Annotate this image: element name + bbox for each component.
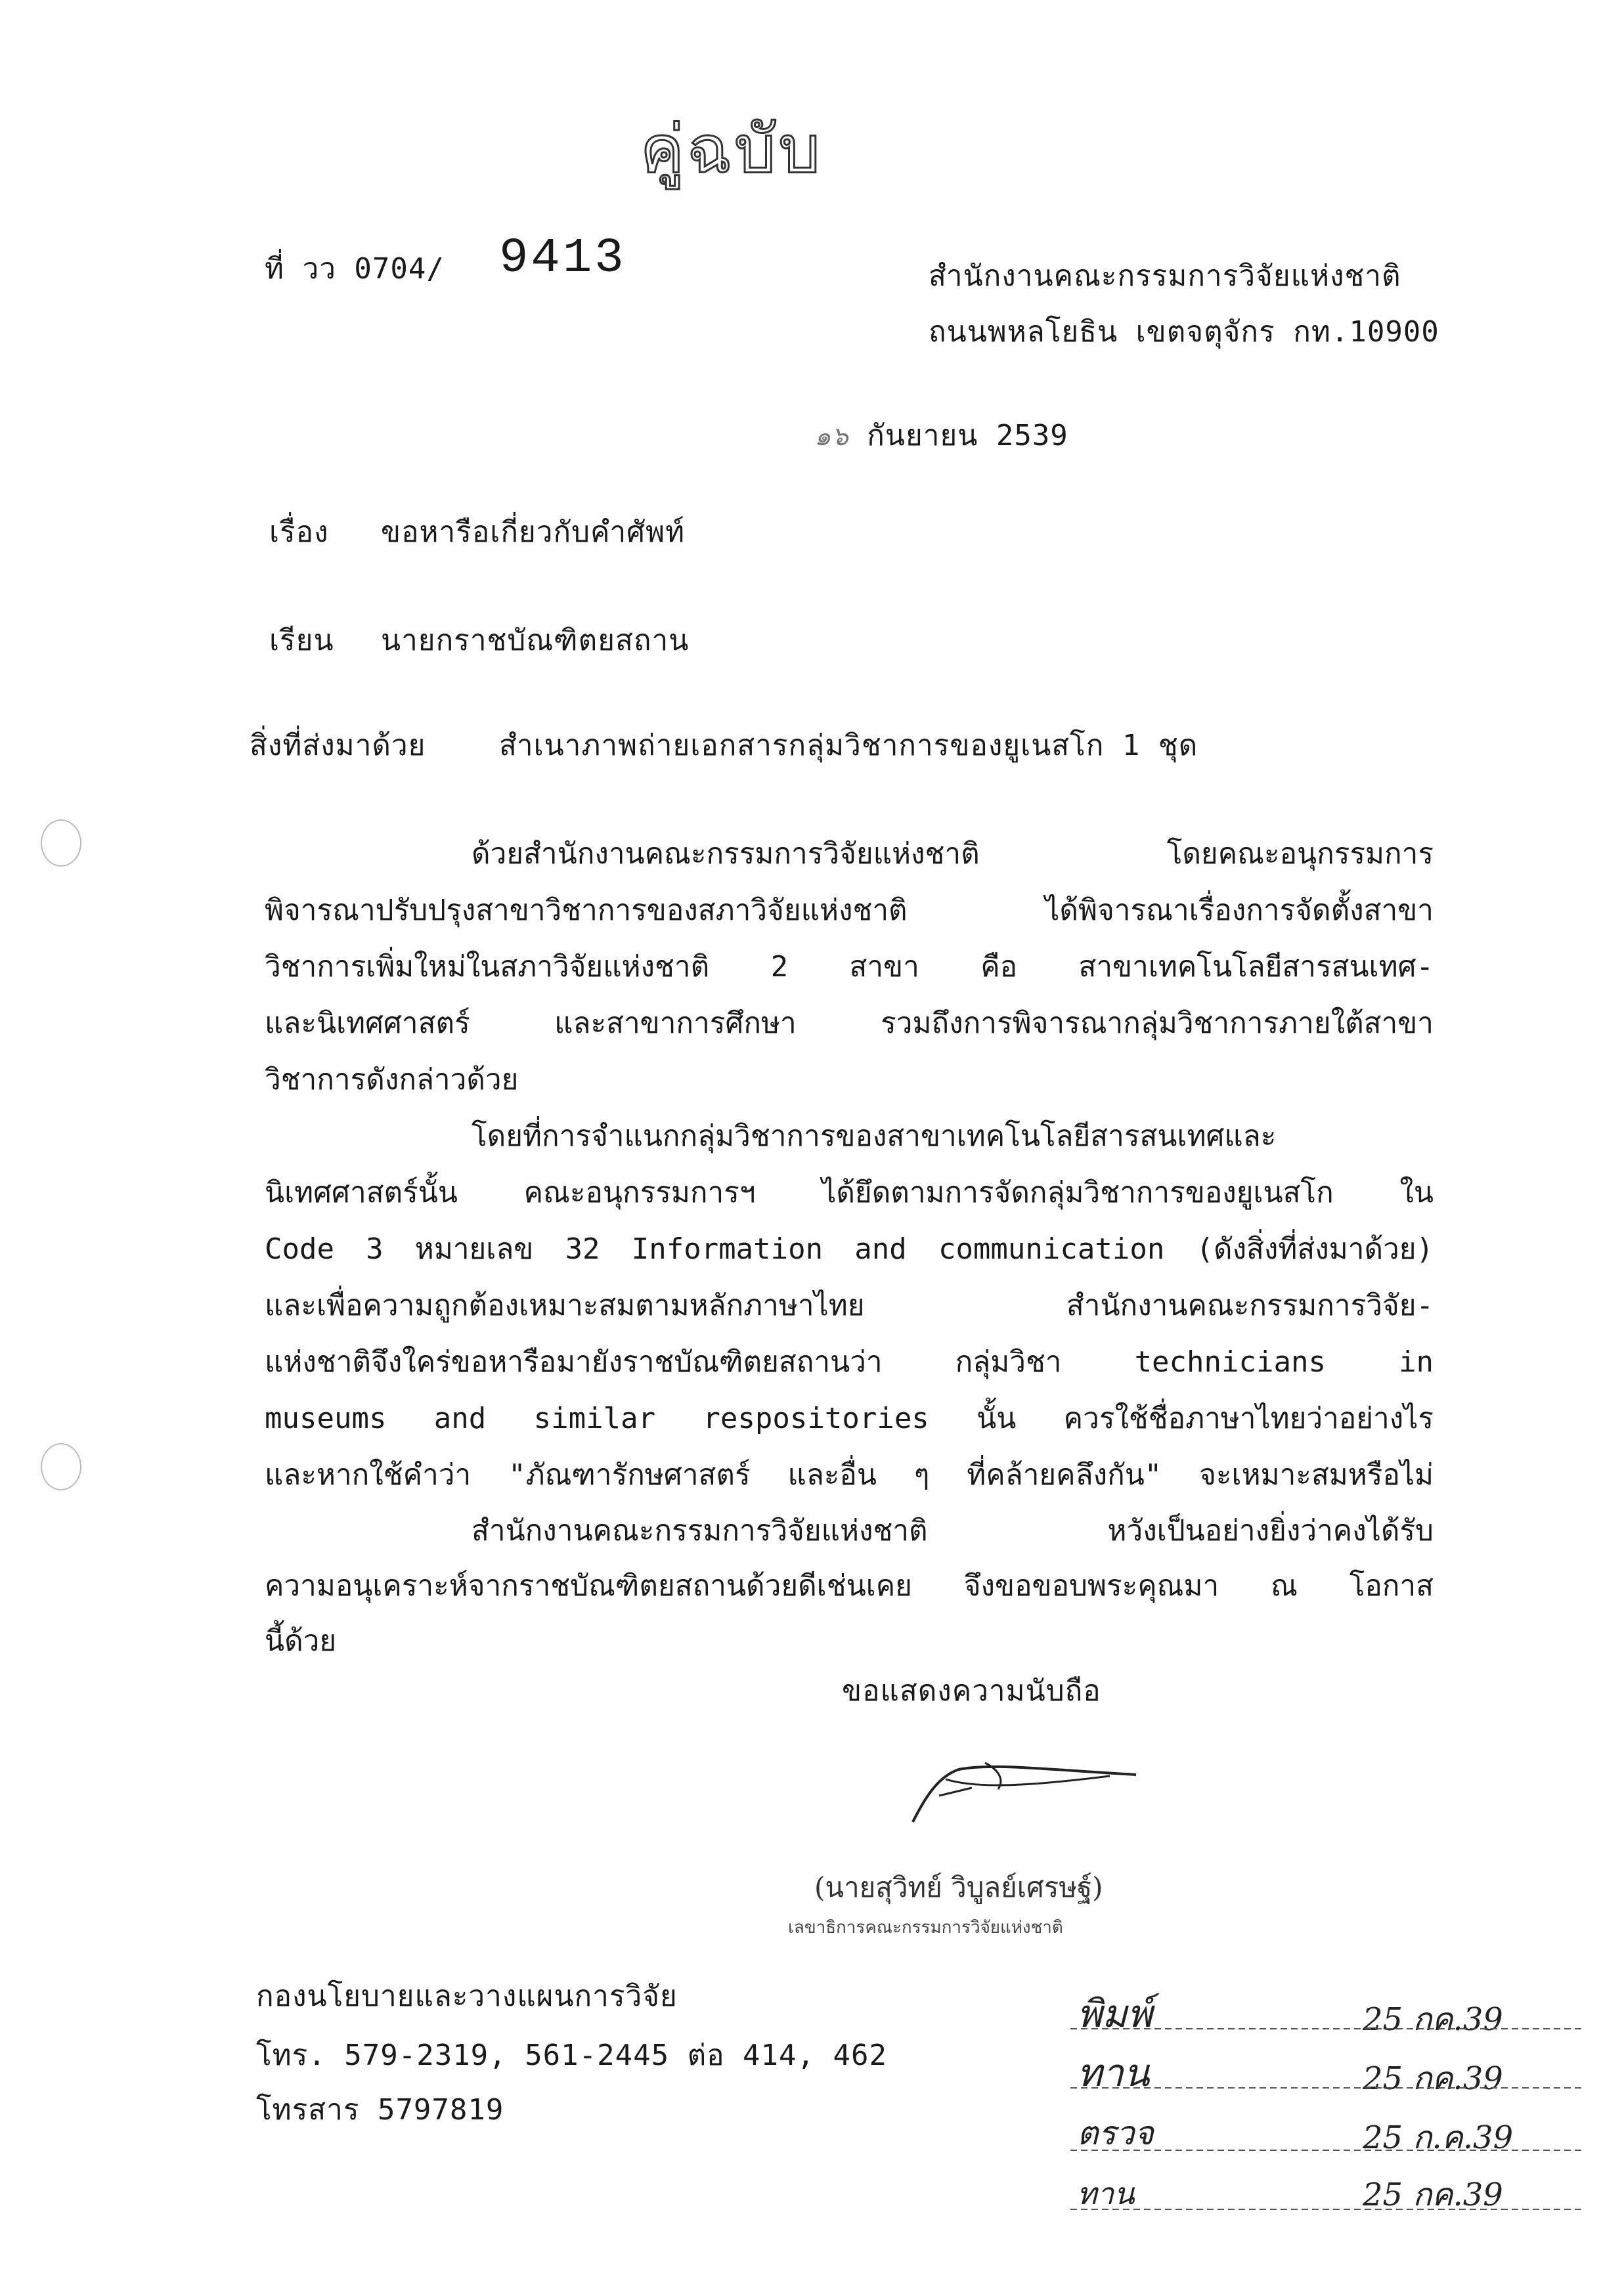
body-paragraph-3 [265, 1504, 1434, 1669]
signature-image [900, 1750, 1149, 1829]
date [814, 412, 1068, 458]
binder-hole [41, 819, 81, 867]
recipient-label: เรียน [269, 624, 334, 657]
enclosure-value: สำเนาภาพถ่ายเอกสารกลุ่มวิชาการของยูเนสโก 1 ชุด [499, 729, 1198, 762]
body-line: นี้ด้วย [265, 1624, 337, 1658]
body-line: วิชาการเพิ่มใหม่ในสภาวิจัยแห่งชาติ 2 สาขา คือ สาขาเทคโนโลยีสารสนเทศ- [265, 950, 1434, 984]
phone: โทร. 579-2319, 561-2445 ต่อ 414, 462 [256, 2039, 887, 2072]
enclosure-label: สิ่งที่ส่งมาด้วย [250, 729, 426, 762]
body-line: โดยที่การจำแนกกลุ่มวิชาการของสาขาเทคโนโลยีสารสนเทศและ [472, 1119, 1277, 1153]
routing-initials: ตรวจ [1077, 2114, 1154, 2152]
reference-prefix: ที่ วว 0704/ [265, 252, 445, 286]
routing-initials: ทาน [1077, 2176, 1135, 2211]
signatory-title: เลขาธิการคณะกรรมการวิจัยแห่งชาติ [788, 1918, 1063, 1938]
body-line: ความอนุเคราะห์จากราชบัณฑิตยสถานด้วยดีเช่นเคย จึงขอขอบพระคุณมา ณ โอกาส [265, 1569, 1434, 1603]
body-line: museums and similar respositories นั้น ควรใช้ชื่อภาษาไทยว่าอย่างไร [265, 1402, 1434, 1435]
body-paragraph-1 [265, 826, 1434, 1108]
body-paragraph-2 [265, 1108, 1434, 1504]
signatory-name: (นายสุวิทย์ วิบูลย์เศรษฐ์) [814, 1871, 1103, 1903]
body-line: สำนักงานคณะกรรมการวิจัยแห่งชาติ หวังเป็นอย่างยิ่งว่าคงได้รับ [472, 1514, 1434, 1548]
routing-initials: ทาน [1077, 2050, 1150, 2095]
department: กองนโยบายและวางแผนการวิจัย [256, 1980, 678, 2013]
body-line: พิจารณาปรับปรุงสาขาวิชาการของสภาวิจัยแห่งชาติ ได้พิจารณาเรื่องการจัดตั้งสาขา [265, 894, 1434, 927]
closing: ขอแสดงความนับถือ [842, 1674, 1101, 1708]
body-line: วิชาการดังกล่าวด้วย [265, 1063, 519, 1096]
subject-value: ขอหารือเกี่ยวกับคำศัพท์ [381, 515, 686, 549]
body-line: แห่งชาติจึงใคร่ขอหารือมายังราชบัณฑิตยสถานว่า กลุ่มวิชา technicians in [265, 1345, 1434, 1379]
fax: โทรสาร 5797819 [256, 2093, 504, 2127]
body-line: นิเทศศาสตร์นั้น คณะอนุกรรมการฯ ได้ยึดตามการจัดกลุ่มวิชาการของยูเนสโก ใน [265, 1176, 1434, 1209]
subject-label: เรื่อง [269, 515, 329, 549]
binder-hole [41, 1443, 81, 1490]
routing-date: 25 กค.39 [1363, 2060, 1503, 2097]
body-line: Code 3 หมายเลข 32 Information and communication (ดังสิ่งที่ส่งมาด้วย) [265, 1232, 1434, 1266]
date-day: ๑๖ [814, 422, 849, 452]
body-line: และเพื่อความถูกต้องเหมาะสมตามหลักภาษาไทย สำนักงานคณะกรรมการวิจัย- [265, 1289, 1434, 1322]
recipient-value: นายกราชบัณฑิตยสถาน [381, 624, 690, 657]
routing-date: 25 กค.39 [1363, 2177, 1503, 2213]
routing-underlines [1070, 2025, 1596, 2216]
sender-address-line-1: สำนักงานคณะกรรมการวิจัยแห่งชาติ [929, 259, 1401, 293]
body-line: ด้วยสำนักงานคณะกรรมการวิจัยแห่งชาติ โดยคณะอนุกรรมการ [472, 837, 1434, 871]
routing-initials: พิมพ์ [1077, 1991, 1152, 2036]
sender-address-line-2: ถนนพหลโยธิน เขตจตุจักร กท.10900 [929, 315, 1439, 349]
date-month-year: กันยายน 2539 [867, 419, 1068, 452]
body-line: และนิเทศศาสตร์ และสาขาการศึกษา รวมถึงการพิจารณากลุ่มวิชาการภายใต้สาขา [265, 1007, 1434, 1040]
copy-stamp: คู่ฉบับ [640, 111, 823, 188]
reference-number: 9413 [499, 231, 626, 286]
routing-date: 25 ก.ค.39 [1363, 2119, 1514, 2156]
body-line: และหากใช้คำว่า "ภัณฑารักษศาสตร์ และอื่น ๆ ที่คล้ายคลึงกัน" จะเหมาะสมหรือไม่ [265, 1458, 1434, 1492]
routing-date: 25 กค.39 [1363, 2001, 1503, 2038]
